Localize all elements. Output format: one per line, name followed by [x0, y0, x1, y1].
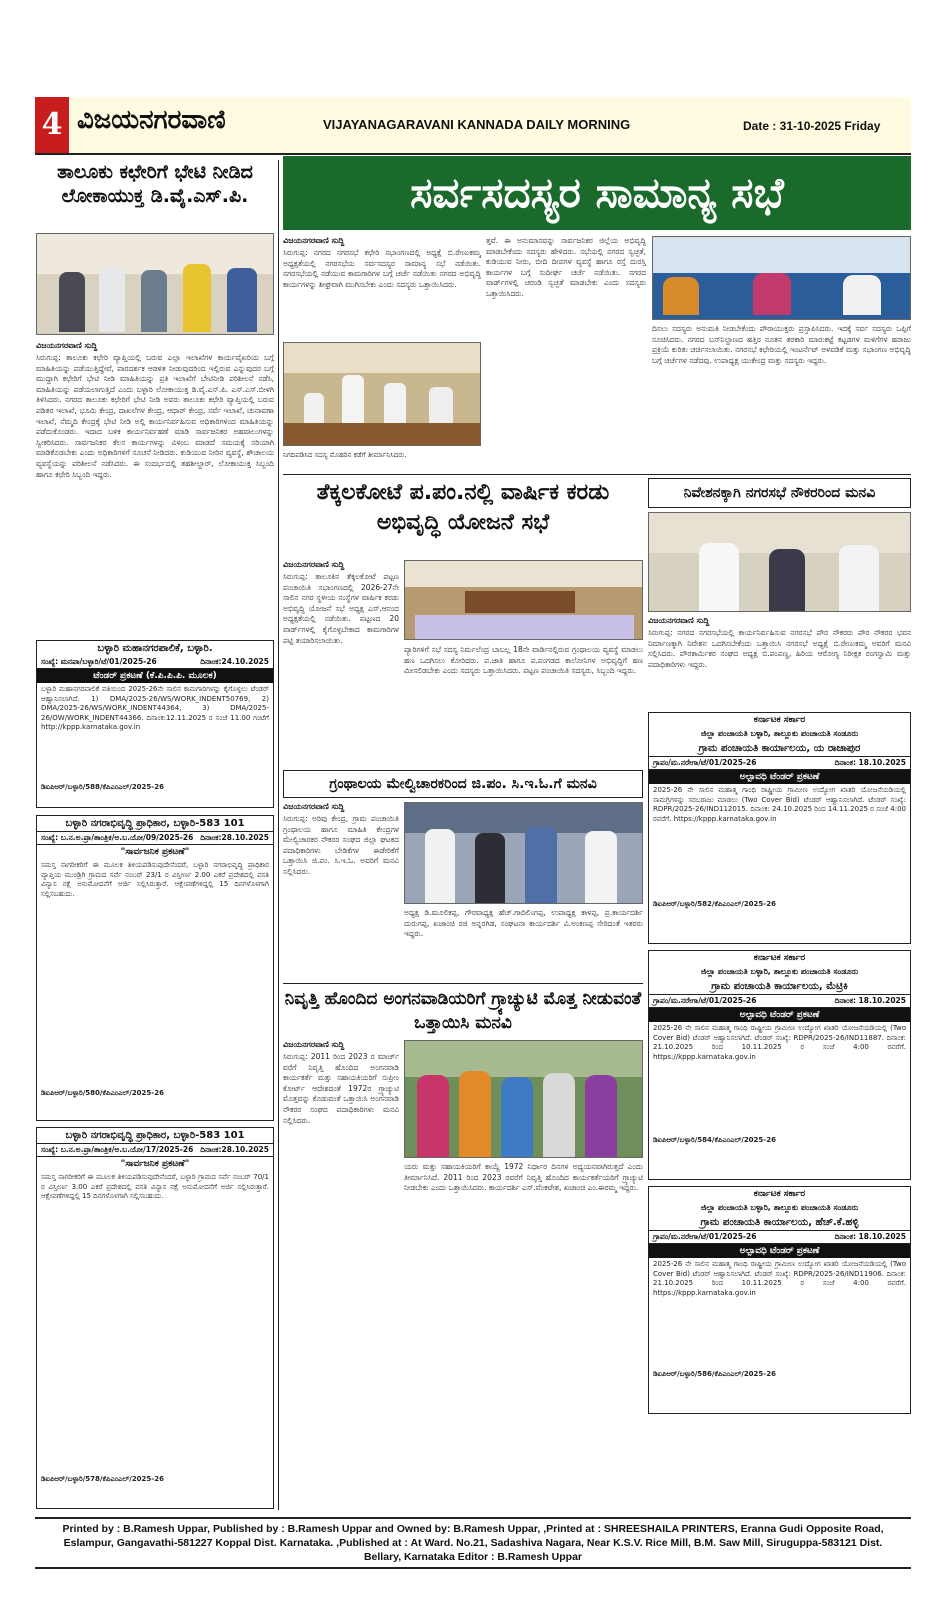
ad-refs: [649, 757, 910, 770]
ad-footer: ಡಿಐಪಿಆರ್/ಬಳ್ಳಾರಿ/584/ಕೆಪಿಎಂಎಲ್/2025-26: [653, 1136, 776, 1144]
ad-refs: [649, 995, 910, 1008]
ad-footer: ಡಿಐಪಿಆರ್/ಬಳ್ಳಾರಿ/588/ಕೆಪಿಎಂಎಲ್/2025-26: [41, 783, 164, 791]
library-col1: [283, 802, 399, 978]
ad-buda-1: [36, 815, 274, 1121]
nivesana-body: [648, 616, 911, 706]
ad-buda-2: [36, 1127, 274, 1509]
library-photo: [404, 802, 643, 904]
tekkalakote-col2: ಪ್ಯಾರಿಗಳಿಗೆ ಸಭೆ ಸದಸ್ಯ ನಿರ್ಮಲೆಂದ್ರ ಬಾಬಲ್ಲ 18ನೇ ವಾರ್ಡಿನಲ್ಲಿರುವ ಗ್ರಂಥಾಲಯ ವ್ಯವಸ್ಥೆ ಮಾಡಲು ಹಣ ಒದಗಿಸಲು ಕೋರಿದರು. ಪ.ಜಾತಿ ಹಾಗೂ ಪ.ಪಂಗಡದ ಕಾಲೋನಿಗಳ ಅಭಿವೃದ್ಧಿಗೆ ಹಣ ಮೀಸಲಿಡಬೇಕು ಎಂದು ಸದಸ್ಯರು ಒತ್ತಾಯಿಸಿದರು. ಪಟ್ಟಣ ಪಂಚಾಯಿತಿ ಸದಸ್ಯರು, ಸಿಬ್ಬಂದಿ ಇದ್ದರು.: [404, 645, 643, 676]
ad-title: ಬಳ್ಳಾರಿ ಮಹಾನಗರಪಾಲಿಕೆ, ಬಳ್ಳಾರಿ.: [97, 643, 213, 654]
imprint-line-1: Printed by : B.Ramesh Uppar, Published by : B.Ramesh Uppar and Owned by: B.Ramesh Uppar, ,Printed at : SHREESHAILA PRINTERS, Eranna Gudi Opposite Road,: [62, 1523, 884, 1535]
ad-refs: [37, 656, 273, 669]
general-body-photo-dais: [652, 236, 911, 320]
anganwadi-text1: ಸಿರುಗುಪ್ಪ: 2011 ರಿಂದ 2023 ರ ಮಾರ್ಚ್ ವರೆಗೆ ನಿವೃತ್ತಿ ಹೊಂದಿದ ಅಂಗನವಾಡಿ ಕಾರ್ಯಕರ್ತೆ ಮತ್ತು ಸಹಾಯಕಿಯರಿಗೆ ಸುಪ್ರೀಂ ಕೋರ್ಟ್ ಆದೇಶದಂತೆ 1972ರ ಗ್ರ್ಯಾಚ್ಯುಟಿ ಮೊತ್ತವನ್ನು ಕೊಡುವಂತೆ ಒತ್ತಾಯಿಸಿ ಅಂಗನವಾಡಿ ನೌಕರರ ಸಂಘದ ಪದಾಧಿಕಾರಿಗಳು ಮನವಿ ಸಲ್ಲಿಸಿದರು.: [283, 1052, 399, 1125]
ad-body: 2025-26 ನೇ ಸಾಲಿನ ಮಹಾತ್ಮ ಗಾಂಧಿ ರಾಷ್ಟ್ರೀಯ ಗ್ರಾಮೀಣ ಉದ್ಯೋಗ ಖಾತರಿ ಯೋಜನೆಯಡಿಯಲ್ಲಿ ಸಾಮಗ್ರಿಗಳನ್ನು ಸರಬರಾಜು ಮಾಡಲು (Two Cover Bid) ಟೆಂಡರ್ ಆಹ್ವಾನಿಸಲಾಗಿದೆ. ಟೆಂಡರ್ ಸಂಖ್ಯೆ: RDPR/2025-26/IND112015. ದಿನಾಂಕ: 24.10.2025 ರಿಂದ 14.11.2025 ರ ಸಂಜೆ 4:00 ರವರೆಗೆ. https://kppp.karnataka.gov.in: [653, 786, 906, 823]
ad-ref-no: ಸಂಖ್ಯೆ: ಬ.ನ.ಅ.ಪ್ರಾ/ತಾಂತ್ರಿಕ/ಅ.ಬ.ಯೋ/17/2025-26: [41, 1145, 194, 1154]
ad-govt: ಕರ್ನಾಟಕ ಸರ್ಕಾರ: [753, 715, 806, 725]
general-body-dateline: ವಿಜಯನಗರವಾಣಿ ಸುದ್ದಿ: [283, 236, 345, 245]
masthead: [35, 97, 911, 155]
ad-office: ಗ್ರಾಮ ಪಂಚಾಯತಿ ಕಾರ್ಯಾಲಯ, ಹೆಚ್.ಕೆ.ಹಳ್ಳಿ: [649, 1215, 910, 1231]
ad-title: ಜಿಲ್ಲಾ ಪಂಚಾಯತಿ ಬಳ್ಳಾರಿ, ತಾಲ್ಲೂಕು ಪಂಚಾಯತಿ ಸಂಡೂರು: [700, 1203, 859, 1212]
ad-footer: ಡಿಐಪಿಆರ್/ಬಳ್ಳಾರಿ/578/ಕೆಪಿಎಂಎಲ್/2025-26: [41, 1475, 164, 1483]
lokayukta-body: [36, 341, 274, 634]
ad-body: ಸಮಸ್ತ ನಾಗರೀಕರಿಗೆ ಈ ಮೂಲಕ ತಿಳಿಯಪಡಿಸುವುದೇನೆಂದರೆ, ಬಳ್ಳಾರಿ ನಗರಾಭಿವೃದ್ಧಿ ಪ್ರಾಧಿಕಾರ ವ್ಯಾಪ್ತಿಯ ಮುಂಡ್ರಿಗಿ ಗ್ರಾಮದ ಸರ್ವೆ ನಂಬರ್ 23/1 ರ ವಿಸ್ತೀರ್ಣ 2.00 ಎಕರೆ ಪ್ರದೇಶದಲ್ಲಿ ವಸತಿ ವಿನ್ಯಾಸ ನಕ್ಷೆ ಅನುಮೋದನೆಗೆ ಅರ್ಜಿ ಸಲ್ಲಿಸಿರುತ್ತಾರೆ. ಆಕ್ಷೇಪಣೆಗಳಿದ್ದಲ್ಲಿ 15 ದಿನಗಳೊಳಗಾಗಿ ಸಲ್ಲಿಸಬಹುದು.: [41, 861, 269, 898]
lokayukta-photo: [36, 233, 274, 335]
ad-bellary-corporation: [36, 640, 274, 808]
ad-title: ಬಳ್ಳಾರಿ ನಗರಾಭಿವೃದ್ಧಿ ಪ್ರಾಧಿಕಾರ, ಬಳ್ಳಾರಿ-583 101: [37, 816, 273, 832]
ad-bar: ಅಲ್ಪಾವಧಿ ಟೆಂಡರ್ ಪ್ರಕಟಣೆ: [649, 1008, 910, 1022]
library-headline: ಗ್ರಂಥಾಲಯ ಮೇಲ್ವಿಚಾರಕರಿಂದ ಜಿ.ಪಂ. ಸಿ.ಇ.ಓ.ಗೆ ಮನವಿ: [329, 776, 597, 792]
ad-gp-hk-halli: [648, 1186, 911, 1414]
tekkalakote-dateline: ವಿಜಯನಗರವಾಣಿ ಸುದ್ದಿ: [283, 560, 345, 569]
tekkalakote-headline: ತೆಕ್ಕಲಕೋಟೆ ಪ.ಪಂ.ನಲ್ಲಿ ವಾರ್ಷಿಕ ಕರಡು ಅಭಿವೃದ್ಧಿ ಯೋಜನೆ ಸಭೆ: [316, 480, 610, 535]
lokayukta-headline: ತಾಲೂಕು ಕಛೇರಿಗೆ ಭೇಟಿ ನೀಡಿದ ಲೋಕಾಯುಕ್ತ ಡಿ.ವೈ.ಎಸ್.ಪಿ.: [57, 161, 253, 207]
ad-ref-no: ಗ್ರಾಪಂ/ಮ.ನರೇಗಾ/ಟೆ/01/2025-26: [653, 1232, 757, 1241]
ad-footer: ಡಿಐಪಿಆರ್/ಬಳ್ಳಾರಿ/580/ಕೆಪಿಎಂಎಲ್/2025-26: [41, 1089, 164, 1097]
ad-refs: [37, 1144, 273, 1157]
general-body-caption: ನಿಗದಿಪಡಿಸಿದ ಸದಸ್ಯ ಮೊಹರಿನ ಕಡೆಗೆ ತೀರ್ಮಾನಿಸಿದರು.: [283, 451, 407, 459]
ad-bar: ಟೆಂಡರ್ ಪ್ರಕಟಣೆ (ಕೆ.ಪಿ.ಪಿ.ಪಿ. ಮೂಲಕ): [37, 669, 273, 683]
anganwadi-dateline: ವಿಜಯನಗರವಾಣಿ ಸುದ್ದಿ: [283, 1040, 345, 1049]
ad-title: ಜಿಲ್ಲಾ ಪಂಚಾಯತಿ ಬಳ್ಳಾರಿ, ತಾಲ್ಲೂಕು ಪಂಚಾಯತಿ ಸಂಡೂರು: [700, 967, 859, 976]
ad-footer: ಡಿಐಪಿಆರ್/ಬಳ್ಳಾರಿ/582/ಕೆಪಿಎಂಎಲ್/2025-26: [653, 900, 776, 908]
ad-gp-metriki: [648, 950, 911, 1180]
column-rule: [278, 160, 279, 1510]
tekkalakote-text1: ಸಿರುಗುಪ್ಪ: ತಾಲೂಕಿನ ತೆಕ್ಕಲಕೋಟೆ ಪಟ್ಟಣ ಪಂಚಾಯಿತಿ ಸಭಾಂಗಣದಲ್ಲಿ 2026-27ನೇ ಸಾಲಿನ ನಗರ ಸ್ಥಳೀಯ ಸಂಸ್ಥೆಗಳ ವಾರ್ಷಿಕ ಕರಡು ಅಭಿವೃದ್ಧಿ ಯೋಜನೆ ಸಭೆ ಅಧ್ಯಕ್ಷ ಎಸ್.ಆನಂದ ಅಧ್ಯಕ್ಷತೆಯಲ್ಲಿ ನಡೆಯಿತು. ಪಟ್ಟಣದ 20 ವಾರ್ಡ್‌ಗಳಲ್ಲಿ ಕೈಗೊಳ್ಳಬೇಕಾದ ಕಾಮಗಾರಿಗಳ ಪಟ್ಟಿ ತಯಾರಿಸಲಾಯಿತು.: [283, 572, 399, 645]
ad-office: ಗ್ರಾಮ ಪಂಚಾಯತಿ ಕಾರ್ಯಾಲಯ, ಮೆಟ್ರಿಕಿ: [649, 979, 910, 995]
tekkalakote-col1: [283, 560, 399, 766]
ad-bar: "ಸಾರ್ವಜನಿಕ ಪ್ರಕಟಣೆ": [120, 847, 190, 857]
main-banner-headline: ಸರ್ವಸದಸ್ಯರ ಸಾಮಾನ್ಯ ಸಭೆ: [283, 156, 911, 230]
masthead-title-english: VIJAYANAGARAVANI KANNADA DAILY MORNING: [323, 117, 631, 132]
ad-refs: [37, 832, 273, 845]
anganwadi-photo: [404, 1040, 643, 1158]
page-number: 4: [35, 97, 69, 153]
ad-ref-date: ದಿನಾಂಕ:28.10.2025: [200, 1145, 269, 1154]
ad-body: 2025-26 ನೇ ಸಾಲಿನ ಮಹಾತ್ಮ ಗಾಂಧಿ ರಾಷ್ಟ್ರೀಯ ಗ್ರಾಮೀಣ ಉದ್ಯೋಗ ಖಾತರಿ ಯೋಜನೆಯಡಿಯಲ್ಲಿ (Two Cover Bid) ಟೆಂಡರ್ ಆಹ್ವಾನಿಸಲಾಗಿದೆ. ಟೆಂಡರ್ ಸಂಖ್ಯೆ: RDPR/2025-26/IND11906. ದಿನಾಂಕ: 21.10.2025 ರಿಂದ 10.11.2025 ರ ಸಂಜೆ 4:00 ರವರೆಗೆ. https://kppp.karnataka.gov.in: [653, 1260, 906, 1297]
ad-ref-date: ದಿನಾಂಕ:24.10.2025: [200, 657, 269, 666]
ad-ref-no: ಗ್ರಾಪಂ/ಮ.ನರೇಗಾ/ಟೆ/01/2025-26: [653, 758, 757, 767]
horizontal-rule: [283, 983, 643, 984]
ad-bar: "ಸಾರ್ವಜನಿಕ ಪ್ರಕಟಣೆ": [120, 1159, 190, 1169]
ad-office: ಗ್ರಾಮ ಪಂಚಾಯತಿ ಕಾರ್ಯಾಲಯ, ಯ ರಾಜಾಪುರ: [649, 741, 910, 757]
ad-title: ಜಿಲ್ಲಾ ಪಂಚಾಯತಿ ಬಳ್ಳಾರಿ, ತಾಲ್ಲೂಕು ಪಂಚಾಯತಿ ಸಂಡೂರು: [700, 729, 859, 738]
nivesana-text: ಸಿರುಗುಪ್ಪ: ನಗರದ ನಗರಸಭೆಯಲ್ಲಿ ಕಾರ್ಯನಿರ್ವಹಿಸುವ ನಗರಸಭೆ ಪೌರ ನೌಕರರು ಪೌರ ನೌಕರರ ಭವನ ನಿರ್ಮಾಣಕ್ಕಾಗಿ ನಿವೇಶನ ಒದಗಿಸಬೇಕೆಂದು ಒತ್ತಾಯಿಸಿ ನಗರಸಭೆ ಅಧ್ಯಕ್ಷೆ ಬಿ.ರೇಣುಕಮ್ಮ ಅವರಿಗೆ ಮನವಿ ಸಲ್ಲಿಸಿದರು. ಪೌರಕಾರ್ಮಿಕರ ಸಂಘದ ಅಧ್ಯಕ್ಷ ಬಿ.ಪಂಪಣ್ಣ, ಹಿರಿಯ ಆರೋಗ್ಯ ನಿರೀಕ್ಷಕ ರಂಗಸ್ವಾಮಿ ಮತ್ತು ಪದಾಧಿಕಾರಿಗಳು ಇದ್ದರು.: [648, 628, 911, 669]
lokayukta-text: ಸಿರುಗುಪ್ಪ: ತಾಲೂಕು ಕಛೇರಿ ವ್ಯಾಪ್ತಿಯಲ್ಲಿ ಬರುವ ಎಲ್ಲಾ ಇಲಾಖೆಗಳ ಕಾರ್ಯವೈಖರಿಯ ಬಗ್ಗೆ ಮಾಹಿತಿಯನ್ನು ಪಡೆಯುತ್ತಿದ್ದೇವೆ, ಪಾರದರ್ಶಕ ಆಡಳಿತ ನೀಡುವುದರಿಂದ ಇಲ್ಲಿರುವ ಎನ್ನುವುದರ ಬಗ್ಗೆ ಮುದ್ದಾಗಿ ಕಛೇರಿಗೆ ಭೇಟಿ ನೀಡಿ ಮಾಹಿತಿಯನ್ನು ಪ್ರತಿ ಇಲಾಖೆಗೆ ಬೇಟಿನೀಡಿ ಪರಿಶೀಲನೆ ನಡೆಸಿ, ಮಾಹಿತಿಯನ್ನು ಪಡೆಯಲಾಗುತ್ತಿದೆ ಎಂದು ಬಳ್ಳಾರಿ ಲೋಕಾಯುಕ್ತ ಡಿ.ವೈ.ಎಸ್.ಪಿ. ಎಸ್.ಎಸ್.ಬೀಳಗಿ ತಿಳಿಸಿದರು. ನಗರದ ತಾಲೂಕು ಕಛೇರಿಗೆ ಭೇಟಿ ನೀಡಿ ಅವರು ತಾಲೂಕು ಕಛೇರಿ ವ್ಯಾಪ್ತಿಯಲ್ಲಿ ಬರುವ ಪಡಿತರ ಇಲಾಖೆ, ಭೂಮಿ ಕೇಂದ್ರ, ದಾಖಲೆಗಳ ಕೇಂದ್ರ, ಆಧಾರ್ ಕೇಂದ್ರ, ಸರ್ವೆ ಇಲಾಖೆ, ಚುನಾವಣಾ ಇಲಾಖೆ, ನೆಮ್ಮದಿ ಕೇಂದ್ರಕ್ಕೆ ಭೇಟಿ ನೀಡಿ ಅಲ್ಲಿ ಕಾರ್ಯನಿರ್ವಹಿಸುವ ಅಧಿಕಾರಿಗಳಿಂದ ಮಾಹಿತಿಯನ್ನು ಪಡೆದುಕೊಂಡರು. ಇದಾದ ಬಳಿಕ ಕಾರ್ಯನಿರ್ವಹಣೆ ಮಾಡಿ ಸಾರ್ವಜನಿಕರ ಅಹವಾಲುಗಳನ್ನು ಸ್ವೀಕರಿಸಿದರು. ಸಾರ್ವಜನಿಕರ ಕೆಲಸ ಕಾರ್ಯಗಳನ್ನು ವಿಳಂಬ ಮಾಡದೆ ಸಮಯಕ್ಕೆ ಸರಿಯಾಗಿ ಮಾಡಿಕೊಡಬೇಕು ಎಂದು ಅಧಿಕಾರಿಗಳಿಗೆ ಸೂಚನೆ ನೀಡಿದರು. ಕುಡಿಯುವ ನೀರಿನ ವ್ಯವಸ್ಥೆ, ಶೌಚಾಲಯ ವ್ಯವಸ್ಥೆಯನ್ನು ಪರಿಶೀಲನೆ ನಡೆಸಿದರು. ಈ ಸಂದರ್ಭದಲ್ಲಿ ತಹಶೀಲ್ದಾರ್, ಲೋಕಾಯುಕ್ತ ಸಿಬ್ಬಂದಿ ಹಾಗೂ ಕಛೇರಿ ಸಿಬ್ಬಂದಿ ಇದ್ದರು.: [36, 353, 274, 479]
nivesana-dateline: ವಿಜಯನಗರವಾಣಿ ಸುದ್ದಿ: [648, 616, 710, 625]
nivesana-headline-box: [648, 478, 911, 508]
masthead-title-kannada: ವಿಜಯನಗರವಾಣಿ: [77, 105, 226, 135]
library-dateline: ವಿಜಯನಗರವಾಣಿ ಸುದ್ದಿ: [283, 802, 345, 811]
anganwadi-headline: ನಿವೃತ್ತಿ ಹೊಂದಿದ ಅಂಗನವಾಡಿಯರಿಗೆ ಗ್ರ್ಯಾಚ್ಯುಟಿ ಮೊತ್ತ ನೀಡುವಂತೆ ಒತ್ತಾಯಿಸಿ ಮನವಿ: [284, 989, 642, 1033]
imprint-footer: [35, 1517, 911, 1569]
tekkalakote-photo: [404, 560, 643, 640]
masthead-date: Date : 31-10-2025 Friday: [743, 119, 881, 133]
general-body-col1: [283, 236, 481, 336]
anganwadi-col1: [283, 1040, 399, 1510]
nivesana-headline: ನಿವೇಶನಕ್ಕಾಗಿ ನಗರಸಭೆ ನೌಕರರಿಂದ ಮನವಿ: [683, 485, 876, 501]
ad-ref-date: ದಿನಾಂಕ: 18.10.2025: [834, 1232, 906, 1241]
library-headline-box: [283, 770, 643, 798]
library-text1: ಸಿರುಗುಪ್ಪ: ಅರಿವು ಕೇಂದ್ರ, ಗ್ರಾಮ ಪಂಚಾಯಿತಿ ಗ್ರಂಥಾಲಯ ಹಾಗೂ ಮಾಹಿತಿ ಕೇಂದ್ರಗಳ ಮೇಲ್ವಿಚಾರಕರ ನೌಕರರ ಸಂಘದ ಜಿಲ್ಲಾ ಘಟಕದ ಪದಾಧಿಕಾರಿಗಳು ಬೇಡಿಕೆಗಳ ಈಡೇರಿಕೆಗೆ ಒತ್ತಾಯಿಸಿ ಜಿ.ಪಂ. ಸಿ.ಇ.ಓ. ಅವರಿಗೆ ಮನವಿ ಸಲ್ಲಿಸಿದರು.: [283, 814, 399, 876]
ad-ref-no: ಸಂಖ್ಯೆ: ಬ.ನ.ಅ.ಪ್ರಾ/ತಾಂತ್ರಿಕ/ಅ.ಬ.ಯೋ/09/2025-26: [41, 833, 194, 842]
general-body-photo-hall: [283, 342, 481, 446]
imprint-line-3: Bellary, Karnataka Editor : B.Ramesh Uppar: [363, 1551, 583, 1563]
ad-ref-date: ದಿನಾಂಕ: 18.10.2025: [834, 758, 906, 767]
general-body-text1: ಸಿರುಗುಪ್ಪ: ನಗರದ ನಗರಸಭೆ ಕಛೇರಿ ಸಭಾಂಗಣದಲ್ಲಿ ಅಧ್ಯಕ್ಷೆ ಬಿ.ರೇಣುಕಮ್ಮ ಅಧ್ಯಕ್ಷತೆಯಲ್ಲಿ ನಗರಸಭೆಯ ಸರ್ವಸದಸ್ಯರ ಸಾಮಾನ್ಯ ಸಭೆ ನಡೆಯಿತು. ನಗರಸಭೆಯಲ್ಲಿ ನಡೆಯುವ ಕಾಮಗಾರಿಗಳ ಬಗ್ಗೆ ಚರ್ಚೆ ನಡೆಯಿತು ನಗರದ ಅಭಿವೃದ್ಧಿ ಕಾರ್ಯಗಳನ್ನು ಶೀಘ್ರವಾಗಿ ಮುಗಿಸಬೇಕು ಎಂದು ಸದಸ್ಯರು ಒತ್ತಾಯಿಸಿದರು.: [283, 248, 481, 289]
ad-ref-no: ಗ್ರಾಪಂ/ಮ.ನರೇಗಾ/ಟೆ/01/2025-26: [653, 996, 757, 1005]
ad-footer: ಡಿಐಪಿಆರ್/ಬಳ್ಳಾರಿ/586/ಕೆಪಿಎಂಎಲ್/2025-26: [653, 1370, 776, 1378]
nivesana-photo: [648, 512, 911, 612]
lokayukta-dateline: ವಿಜಯನಗರವಾಣಿ ಸುದ್ದಿ: [36, 341, 98, 350]
ad-ref-date: ದಿನಾಂಕ:28.10.2025: [200, 833, 269, 842]
ad-refs: [649, 1231, 910, 1244]
ad-body: ಸಮಸ್ತ ನಾಗರೀಕರಿಗೆ ಈ ಮೂಲಕ ತಿಳಿಯಪಡಿಸುವುದೇನೆಂದರೆ, ಬಳ್ಳಾರಿ ಗ್ರಾಮದ ಸರ್ವೆ ನಂಬರ್ 70/1 ರ ವಿಸ್ತೀರ್ಣ 3.00 ಎಕರೆ ಪ್ರದೇಶದಲ್ಲಿ ವಸತಿ ವಿನ್ಯಾಸ ನಕ್ಷೆ ಅನುಮೋದನೆಗೆ ಅರ್ಜಿ ಸಲ್ಲಿಸಿರುತ್ತಾರೆ. ಆಕ್ಷೇಪಣೆಗಳಿದ್ದಲ್ಲಿ 15 ದಿನಗಳೊಳಗಾಗಿ ಸಲ್ಲಿಸಬಹುದು.: [41, 1173, 269, 1200]
imprint-line-2: Eslampur, Gangavathi-581227 Koppal Dist. Karnataka. ,Published at : At Ward. No.21, Sadashiva Nagara, Near K.S.V. Rice Mill, B.M. Saw Mill, Siruguppa-583121 Dist.: [63, 1537, 883, 1549]
horizontal-rule: [283, 474, 911, 475]
library-col2: ಅಧ್ಯಕ್ಷ ಡಿ.ಮೂಲಿಕಪ್ಪ, ಗೌರವಾಧ್ಯಕ್ಷ ಹೆಚ್.ಗಾದಿಲಿಂಗಪ್ಪ, ಉಪಾಧ್ಯಕ್ಷ ಕಾಳಪ್ಪ, ಪ್ರ.ಕಾರ್ಯದರ್ಶಿ ದುರುಗಪ್ಪ, ಖಜಾಂಚಿ ರಜಿ ಅನ್ನರಗಿಡ, ಸಂಘಟನಾ ಕಾರ್ಯದರ್ಶಿ ವಿ.ಅಂಕಣಪ್ಪ ಸೇರಿದಂತೆ ಇತರರು ಇದ್ದರು.: [404, 908, 643, 939]
general-body-col3: ದಿಸಲು ಸದಸ್ಯರು ಅನುಮತಿ ನೀಡಬೇಕೆಂದು ಪೌರಾಯುಕ್ತರು ಪ್ರಸ್ತಾಪಿಸಿದರು. ಇದಕ್ಕೆ ಸರ್ವ ಸದಸ್ಯರು ಒಪ್ಪಿಗೆ ಸೂಚಿಸಿದರು. ನಗರದ ಬಸ್‌ನಿಲ್ದಾಣದ ಹತ್ತಿರ ನೂತನ ತರಕಾರಿ ಮಾರುಕಟ್ಟೆ ಕಟ್ಟಡಗಳ ಮಳಿಗೆಗಳ ಹರಾಜು ಪ್ರಕ್ರಿಯೆ ಕುರಿತು ಚರ್ಚಿಸಲಾಯಿತು. ನಗರಸಭೆ ಕಛೇರಿಯಲ್ಲಿ ಇಂಟರ್ನೆಟ್ ಅಳವಡಿಕೆ ಮತ್ತು ಸಭಾಂಗಣ ಅಭಿವೃದ್ಧಿ ಬಗ್ಗೆ ಚರ್ಚೆಗಳ ನಡೆದವು. ಉಪಾಧ್ಯಕ್ಷ ಯುಕೇಂದ್ರ ಮತ್ತು ಸದಸ್ಯರು ಇದ್ದರು.: [652, 324, 911, 365]
ad-body: ಬಳ್ಳಾರಿ ಮಹಾನಗರಪಾಲಿಕೆ ವತಿಯಿಂದ 2025-26ನೇ ಸಾಲಿನ ಕಾಮಗಾರಿಗಳನ್ನು ಕೈಗೊಳ್ಳಲು ಟೆಂಡರ್ ಆಹ್ವಾನಿಸಲಾಗಿದೆ. 1) DMA/2025-26/WS/WORK_INDENT50769, 2) DMA/2025-26/WS/WORK_INDENT44364, 3) DMA/2025-26/OW/WORK_INDENT44366. ದಿನಾಂಕ:12.11.2025 ರ ಸಂಜೆ 11.00 ಗಂಟೆಗೆ http://kppp.karnataka.gov.in: [41, 685, 269, 731]
ad-bar: ಅಲ್ಪಾವಧಿ ಟೆಂಡರ್ ಪ್ರಕಟಣೆ: [649, 770, 910, 784]
ad-ref-date: ದಿನಾಂಕ: 18.10.2025: [834, 996, 906, 1005]
ad-bar: ಅಲ್ಪಾವಧಿ ಟೆಂಡರ್ ಪ್ರಕಟಣೆ: [649, 1244, 910, 1258]
ad-title: ಬಳ್ಳಾರಿ ನಗರಾಭಿವೃದ್ಧಿ ಪ್ರಾಧಿಕಾರ, ಬಳ್ಳಾರಿ-583 101: [37, 1128, 273, 1144]
ad-gp-rajapura: [648, 712, 911, 944]
ad-govt: ಕರ್ನಾಟಕ ಸರ್ಕಾರ: [753, 1189, 806, 1199]
general-body-col2: ತ್ತವೆ. ಈ ಅನುಮಾನವನ್ನು ಸಾರ್ವಜನಿಕರ ಜಿಲ್ಲೆಯ ಅಭಿವೃದ್ಧಿ ಮಾಡಬೇಕೆಂದು ಸದಸ್ಯರು ಹೇಳಿದರು. ಸಭೆಯಲ್ಲಿ ನಗರದ ಸ್ವಚ್ಛತೆ, ಕುಡಿಯುವ ನೀರು, ಬೀದಿ ದೀಪಗಳ ವ್ಯವಸ್ಥೆ ಹಾಗೂ ರಸ್ತೆ ದುರಸ್ತಿ ಕಾರ್ಯಗಳ ಬಗ್ಗೆ ಸುದೀರ್ಘ ಚರ್ಚೆ ನಡೆಯಿತು. ನಗರದ ವಾರ್ಡ್‌ಗಳಲ್ಲಿ ಚರಂಡಿ ಸ್ವಚ್ಛತೆ ಮಾಡಬೇಕು ಎಂದು ಸದಸ್ಯರು ಒತ್ತಾಯಿಸಿದರು.: [486, 236, 646, 298]
ad-ref-no: ಸಂಖ್ಯೆ: ಮನಪಾ/ಬಳ್ಳಾರಿ/ಟೆ/01/2025-26: [41, 657, 157, 666]
ad-govt: ಕರ್ನಾಟಕ ಸರ್ಕಾರ: [753, 953, 806, 963]
ad-body: 2025-26 ನೇ ಸಾಲಿನ ಮಹಾತ್ಮ ಗಾಂಧಿ ರಾಷ್ಟ್ರೀಯ ಗ್ರಾಮೀಣ ಉದ್ಯೋಗ ಖಾತರಿ ಯೋಜನೆಯಡಿಯಲ್ಲಿ (Two Cover Bid) ಟೆಂಡರ್ ಆಹ್ವಾನಿಸಲಾಗಿದೆ. ಟೆಂಡರ್ ಸಂಖ್ಯೆ: RDPR/2025-26/IND11887. ದಿನಾಂಕ: 21.10.2025 ರಿಂದ 10.11.2025 ರ ಸಂಜೆ 4:00 ರವರೆಗೆ. https://kppp.karnataka.gov.in: [653, 1024, 906, 1061]
anganwadi-col2: ಯರು ಮತ್ತು ಸಹಾಯಕಿಯರಿಗೆ ಕಾಯ್ದೆ 1972 ನಿರ್ಧಾರ ದಿನಗಳ ಅಧ್ಯಯನವಾಗಿರುತ್ತದೆ ಎಂದು ತೀರ್ಮಾನಿಸಿದೆ. 2011 ರಿಂದ 2023 ರವರೆಗೆ ನಿವೃತ್ತಿ ಹೊಂದಿದ ಕಾರ್ಯಕರ್ತೆಯರಿಗೆ ಗ್ರ್ಯಾಚ್ಯುಟಿ ನೀಡಬೇಕು ಎಂದು ಒತ್ತಾಯಿಸಿದರು. ಕಾರ್ಯದರ್ಶಿ ಎಸ್.ವೆಂಕಟೇಶ, ಖಜಾಂಚಿ ಎಂ.ಈರಮ್ಮ ಇದ್ದರು.: [404, 1162, 643, 1193]
